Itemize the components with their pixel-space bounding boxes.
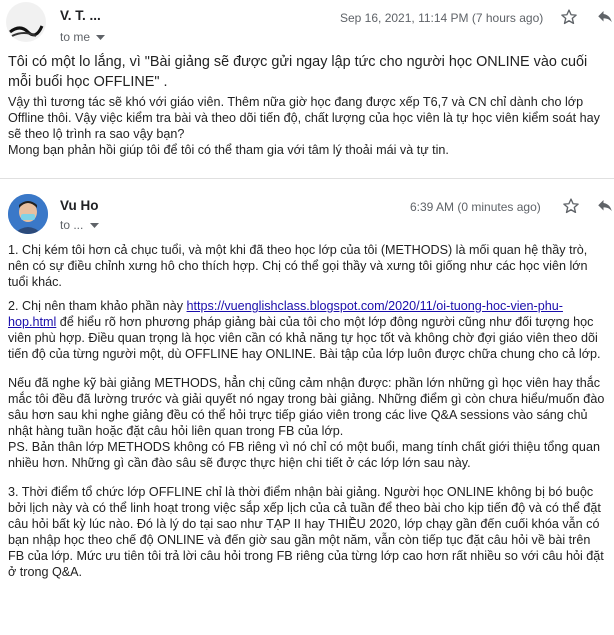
recipient-text: to ... bbox=[60, 218, 84, 232]
star-icon[interactable] bbox=[562, 197, 580, 215]
message-1 bbox=[0, 0, 614, 175]
chevron-down-icon[interactable] bbox=[90, 218, 99, 232]
message-divider bbox=[0, 178, 614, 179]
body-text: để hiểu rõ hơn phương pháp giảng bài của tôi cho một lớp đông người cũng như đối tượng học viên phù hợp. Điều quan trọng là học viên cần có khả năng tự học tốt và không chờ đợi giáo viên theo dõi tiến độ của từng người một, dù OFFLINE hay ONLINE. Bài tập của lớp luôn được chữa chung cho cả lớp. bbox=[8, 315, 601, 361]
chevron-down-icon[interactable] bbox=[96, 30, 105, 44]
body-paragraph: 1. Chị kém tôi hơn cả chục tuổi, và một khi đã theo học lớp của tôi (METHODS) là mối quan hệ thầy trò, nên có sự điều chỉnh xưng hô cho thích hợp. Chị có thể gọi thầy và xưng tôi giống như các học viên lớn tuổi khác. bbox=[8, 243, 588, 289]
body-paragraph: Mong bạn phản hồi giúp tôi để tôi có thể tham gia với tâm lý thoải mái và tự tin. bbox=[8, 143, 449, 157]
star-icon[interactable] bbox=[560, 8, 578, 26]
message-date: Sep 16, 2021, 11:14 PM (7 hours ago) bbox=[340, 11, 544, 25]
message-body bbox=[8, 242, 608, 580]
reply-icon[interactable] bbox=[596, 8, 614, 26]
body-paragraph bbox=[8, 298, 608, 362]
body-paragraph: PS. Bản thân lớp METHODS không có FB riêng vì nó chỉ có một buổi, mang tính chất giới thiệu tổng quan nhiều hơn. Những gì cần đào sâu sẽ được thực hiện chi tiết ở các lớp lớn sau này. bbox=[8, 440, 600, 470]
body-paragraph: Vậy thì tương tác sẽ khó với giáo viên. Thêm nữa giờ học đang được xếp T6,7 và CN chỉ dành cho lớp Offline thôi. Vậy việc kiểm tra bài và theo dõi tiến độ, chất lượng của học viên là tự học viên kiểm soát hay sẽ theo lộ trình ra sao vậy bạn? bbox=[8, 95, 600, 141]
body-paragraph: 3. Thời điểm tổ chức lớp OFFLINE chỉ là thời điểm nhận bài giảng. Người học ONLINE không bị bó buộc bởi lịch này và có thể linh hoạt trong việc sắp xếp lịch của cả tuần để theo bài cho kịp tiến độ và có thể đặt câu hỏi bất kỳ lúc nào. Đó là lý do tại sao như TẠP II hay THIỀU 2020, lớp chạy gần đến cuối khóa vẫn có bạn nhập học theo chế độ ONLINE và đến giờ sau gần một năm, vẫn còn tiếp tục đặt câu hỏi về bài trên FB của lớp. Mức ưu tiên tôi trả lời câu hỏi trong FB riêng của từng lớp cao hơn rất nhiều so với câu hỏi đặt ở trong Q&A. bbox=[8, 485, 604, 579]
body-text: 2. Chị nên tham khảo phần này bbox=[8, 299, 187, 313]
recipient-label[interactable] bbox=[60, 30, 105, 44]
quoted-concern: Tôi có một lo lắng, vì "Bài giảng sẽ được gửi ngay lập tức cho người học ONLINE vào cuối mỗi buổi học OFFLINE" . bbox=[8, 54, 588, 90]
recipient-text: to me bbox=[60, 30, 91, 44]
avatar[interactable] bbox=[6, 2, 46, 42]
recipient-label[interactable] bbox=[60, 218, 99, 232]
sender-name: V. T. ... bbox=[60, 8, 101, 23]
body-paragraph: Nếu đã nghe kỹ bài giảng METHODS, hẳn chị cũng cảm nhận được: phần lớn những gì học viên hay thắc mắc tôi đều đã lường trước và giải quyết nó ngay trong bài giảng. Những điểm gì còn chưa hiểu/muốn đào sâu hơn sau khi nghe giảng đều có thể hỏi trực tiếp giáo viên trong các live Q&A sessions vào sáng chủ nhật hàng tuần hoặc đặt câu hỏi liên quan trong FB của lớp. bbox=[8, 376, 605, 438]
message-date: 6:39 AM (0 minutes ago) bbox=[410, 200, 541, 214]
message-body bbox=[8, 52, 608, 158]
reply-icon[interactable] bbox=[596, 197, 614, 215]
avatar[interactable] bbox=[8, 194, 48, 234]
sender-name: Vu Ho bbox=[60, 198, 99, 213]
blog-link[interactable]: https://vuenglishclass.blogspot.com/2020/11/oi-tuong-hoc-vien-phu-hop.html bbox=[8, 299, 563, 329]
message-2 bbox=[0, 186, 614, 635]
